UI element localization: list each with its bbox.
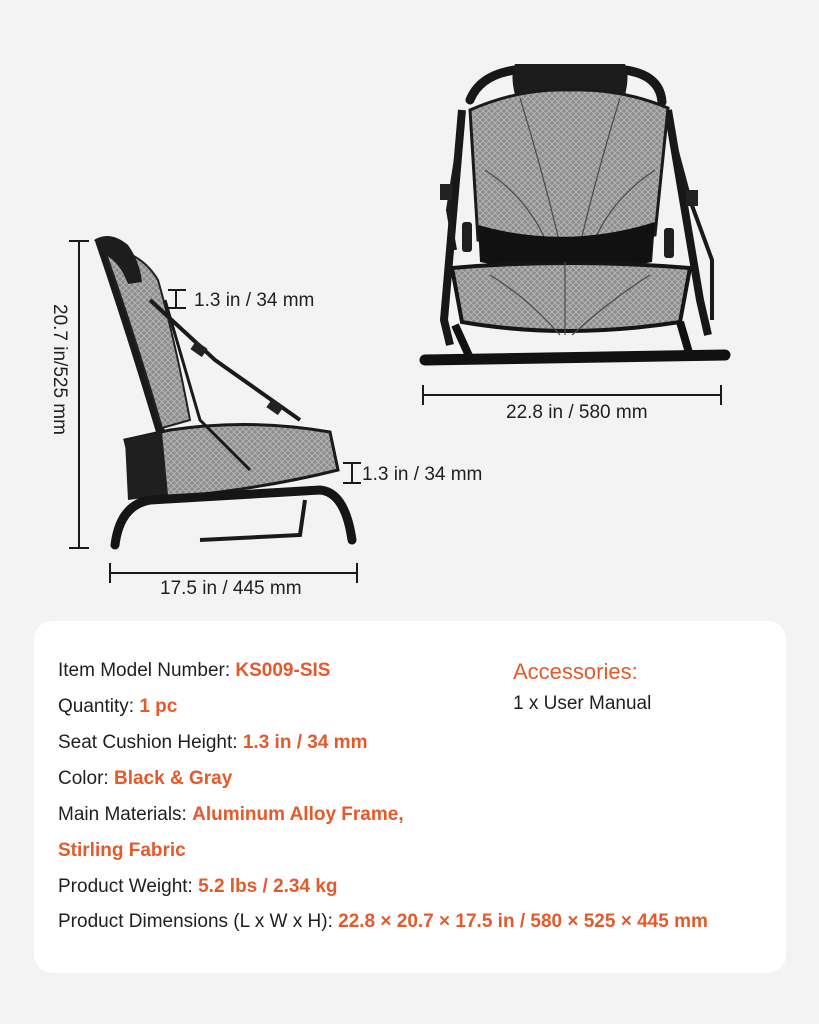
spec-materials-continued [58,840,186,862]
spec-dimensions [58,911,708,933]
spec-cushion-value: 1.3 in / 34 mm [242,732,368,753]
seat-width-label: 22.8 in / 580 mm [506,402,648,423]
accessory-item: 1 x User Manual [513,693,652,714]
spec-weight-value: 5.2 lbs / 2.34 kg [198,876,338,897]
side-view-seat [94,236,352,545]
spec-card [34,621,786,973]
spec-cushion-label: Seat Cushion Height: [58,732,243,753]
spec-dimensions-value: 22.8 × 20.7 × 17.5 in / 580 × 525 × 445 mm [338,911,708,932]
seat-height-label: 20.7 in/525 mm [49,304,70,435]
accessories-title: Accessories: [513,659,638,684]
spec-model-label: Item Model Number: [58,660,236,681]
spec-color-label: Color: [58,768,114,789]
front-view-seat [425,64,725,360]
spec-model [58,660,330,682]
spec-color [58,768,232,790]
spec-cushion-height [58,732,367,754]
backrest-thickness-label: 1.3 in / 34 mm [194,290,315,311]
spec-materials-value-2: Stirling Fabric [58,840,186,861]
spec-quantity-label: Quantity: [58,696,140,717]
spec-color-value: Black & Gray [113,768,233,789]
spec-materials [58,804,404,826]
spec-weight [58,876,338,898]
spec-quantity-value: 1 pc [139,696,178,717]
spec-materials-label: Main Materials: [58,804,193,825]
cushion-height-label: 1.3 in / 34 mm [362,464,483,485]
spec-materials-value-1: Aluminum Alloy Frame, [192,804,404,825]
spec-quantity [58,696,177,718]
spec-dimensions-label: Product Dimensions (L x W x H): [58,911,339,932]
spec-weight-label: Product Weight: [58,876,199,897]
spec-model-value: KS009-SIS [235,660,331,681]
seat-depth-label: 17.5 in / 445 mm [160,578,302,599]
